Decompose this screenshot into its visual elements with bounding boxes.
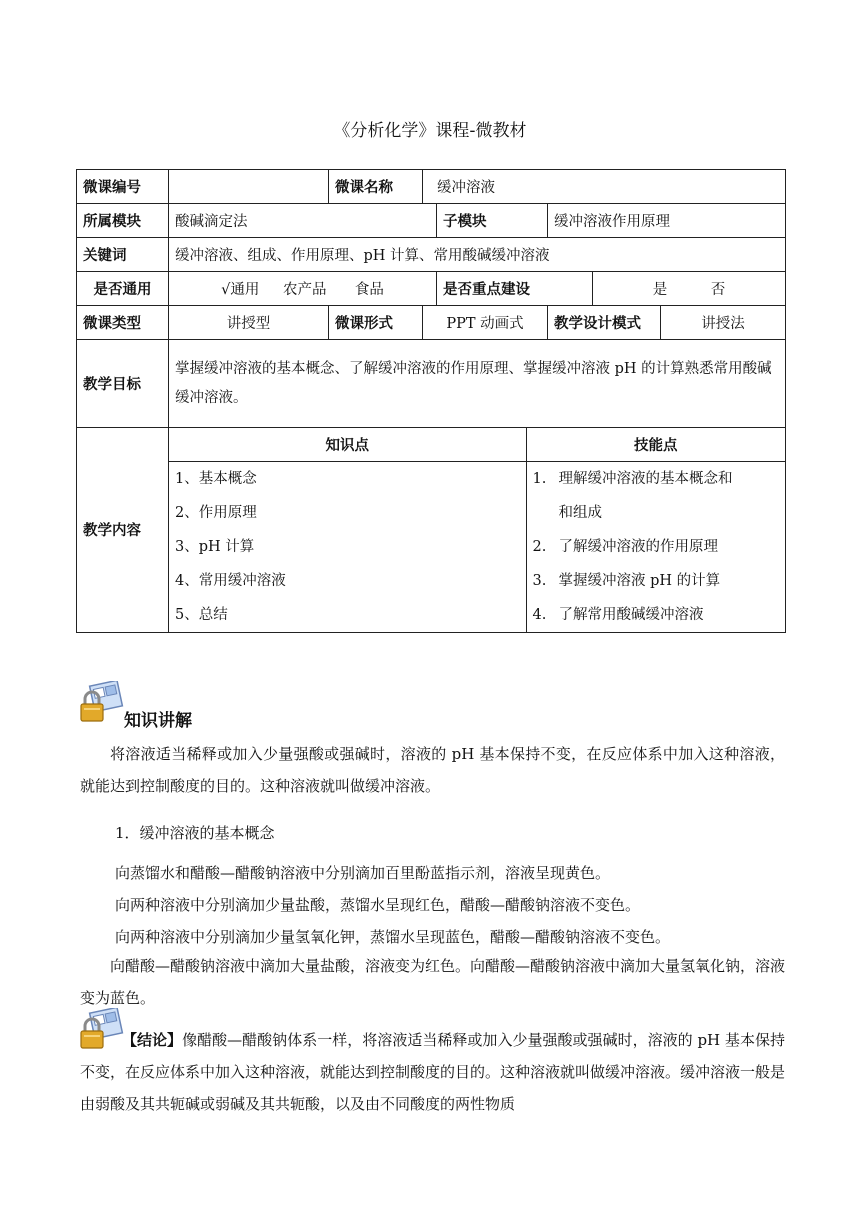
submodule-label: 子模块 — [437, 204, 548, 238]
goal-cell — [169, 340, 786, 428]
module-label: 所属模块 — [77, 204, 169, 238]
code-value — [169, 170, 329, 204]
keywords-value: 缓冲溶液、组成、作用原理、pH 计算、常用酸碱缓冲溶液 — [169, 238, 786, 272]
form-value: PPT 动画式 — [423, 306, 548, 340]
section-title: 知识讲解 — [124, 711, 192, 731]
experiment-line: 向两种溶液中分别滴加少量氢氧化钾，蒸馏水呈现蓝色，醋酸—醋酸钠溶液不变色。 — [115, 928, 671, 946]
skill-text: 理解缓冲溶液的基本概念和 — [558, 470, 733, 487]
key-build-value: 是 否 — [593, 272, 786, 306]
conclusion-paragraph — [80, 1024, 785, 1120]
skill-item-continuation: 和组成 — [558, 504, 602, 521]
skill-item — [533, 462, 780, 496]
code-label: 微课编号 — [77, 170, 169, 204]
goal-value: 掌握缓冲溶液的基本概念、了解缓冲溶液的作用原理、掌握缓冲溶液 pH 的计算熟悉常用酸碱缓冲溶液。 — [175, 360, 772, 406]
skill-num: 1. — [532, 470, 547, 487]
conclusion-label: 【结论】 — [122, 1031, 183, 1049]
intro-text: 将溶液适当稀释或加入少量强酸或强碱时，溶液的 pH 基本保持不变，在反应体系中加入这种溶液，就能达到控制酸度的目的。这种溶液就叫做缓冲溶液。 — [80, 745, 785, 795]
skill-text: 了解缓冲溶液的作用原理 — [558, 538, 718, 555]
general-label: 是否通用 — [77, 272, 169, 306]
experiment-text: 向醋酸—醋酸钠溶液中滴加大量盐酸，溶液变为红色。向醋酸—醋酸钠溶液中滴加大量氢氧化钠，溶液变为蓝色。 — [80, 957, 786, 1007]
design-label: 教学设计模式 — [548, 306, 661, 340]
knowledge-column — [169, 461, 526, 632]
goal-label: 教学目标 — [77, 340, 169, 428]
knowledge-item: 1、基本概念 — [175, 470, 257, 487]
name-label: 微课名称 — [329, 170, 423, 204]
intro-paragraph — [80, 738, 785, 802]
key-build-label: 是否重点建设 — [437, 272, 593, 306]
knowledge-item: 5、总结 — [175, 606, 228, 623]
document-title: 《分析化学》课程-微教材 — [333, 121, 527, 141]
experiment-line: 向蒸馏水和醋酸—醋酸钠溶液中分别滴加百里酚蓝指示剂，溶液呈现黄色。 — [115, 864, 611, 882]
type-label: 微课类型 — [77, 306, 169, 340]
experiment-paragraph — [80, 950, 785, 1014]
skill-num: 3. — [532, 572, 547, 589]
knowledge-item: 3、pH 计算 — [175, 538, 255, 555]
skill-item — [533, 530, 780, 564]
subheading: 1．缓冲溶液的基本概念 — [115, 824, 275, 842]
content-label: 教学内容 — [77, 428, 169, 633]
skill-list — [527, 462, 786, 632]
keywords-label: 关键词 — [77, 238, 169, 272]
form-label: 微课形式 — [329, 306, 423, 340]
knowledge-item: 4、常用缓冲溶液 — [175, 572, 286, 589]
knowledge-item: 2、作用原理 — [175, 504, 257, 521]
knowledge-header: 知识点 — [169, 428, 526, 461]
type-value: 讲授型 — [169, 306, 329, 340]
lock-window-icon — [78, 681, 124, 723]
skill-item — [533, 564, 780, 598]
general-value: √通用 农产品 食品 — [169, 272, 437, 306]
submodule-value: 缓冲溶液作用原理 — [548, 204, 786, 238]
skill-text: 了解常用酸碱缓冲溶液 — [558, 606, 704, 623]
module-value: 酸碱滴定法 — [169, 204, 437, 238]
content-subtable — [169, 428, 785, 632]
conclusion-text: 像醋酸—醋酸钠体系一样，将溶液适当稀释或加入少量强酸或强碱时，溶液的 pH 基本保持不变，在反应体系中加入这种溶液，就能达到控制酸度的目的。这种溶液就叫做缓冲溶液。缓冲溶液一般是由弱酸及其共轭碱或弱碱及其共轭酸，以及由不同酸度的两性物质 — [80, 1031, 786, 1113]
design-value: 讲授法 — [661, 306, 786, 340]
content-cell — [169, 428, 786, 633]
skill-header: 技能点 — [526, 428, 785, 461]
skill-item — [533, 598, 780, 632]
skill-num: 2. — [532, 538, 547, 555]
course-info-table — [76, 169, 786, 633]
skill-text: 掌握缓冲溶液 pH 的计算 — [558, 572, 721, 589]
skill-num: 4. — [532, 606, 547, 623]
name-value: 缓冲溶液 — [423, 170, 786, 204]
experiment-line: 向两种溶液中分别滴加少量盐酸，蒸馏水呈现红色，醋酸—醋酸钠溶液不变色。 — [115, 896, 641, 914]
knowledge-list — [169, 462, 526, 632]
skill-column — [526, 461, 785, 632]
